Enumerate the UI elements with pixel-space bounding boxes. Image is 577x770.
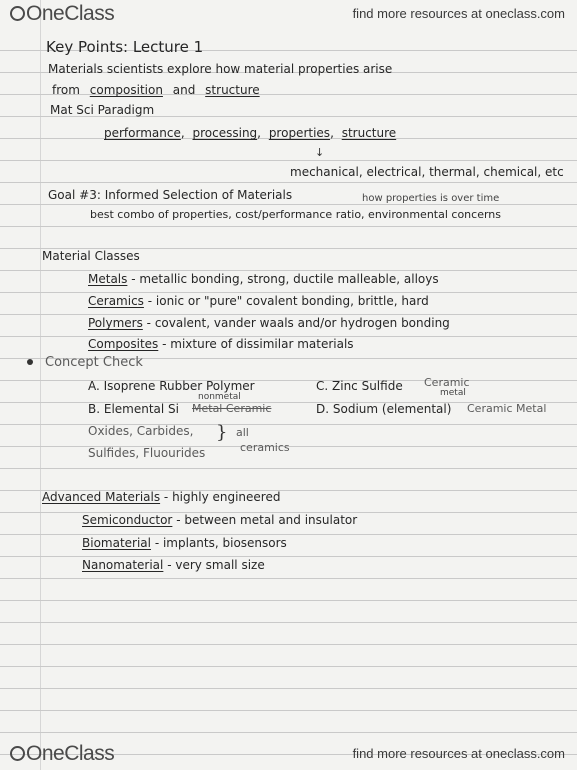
adv-name: Semiconductor [82, 513, 173, 527]
down-arrow-icon: ↓ [315, 146, 325, 159]
notes-title: Key Points: Lecture 1 [46, 38, 204, 56]
ruled-line [0, 270, 577, 271]
paradigm-row: performance, processing, properties, structure [104, 126, 397, 140]
paradigm-processing: processing [192, 126, 258, 140]
ruled-line [0, 226, 577, 227]
ceramics-note: ceramics [240, 441, 290, 454]
ruled-line [0, 710, 577, 711]
advanced-name: Advanced Materials [42, 490, 161, 504]
adv-semiconductor [82, 513, 357, 527]
ruled-line [0, 732, 577, 733]
note-composition: composition [89, 83, 163, 97]
adv-nanomaterial [82, 558, 265, 572]
class-desc: - ionic or "pure" covalent bonding, brittle, hard [147, 294, 429, 308]
cc-d: D. Sodium (elemental) [316, 402, 452, 416]
ruled-line [0, 644, 577, 645]
ruled-line [0, 666, 577, 667]
class-name: Composites [88, 337, 159, 351]
goal-subline: best combo of properties, cost/performance ratio, environmental concerns [90, 208, 501, 221]
note-from: from [52, 83, 80, 97]
concept-check-title: Concept Check [45, 355, 143, 370]
logo-text: OneClass [26, 2, 115, 25]
paradigm-properties: properties [268, 126, 331, 140]
ruled-line [0, 424, 577, 425]
class-name: Metals [88, 272, 128, 286]
goal-side-note: how properties is over time [362, 193, 500, 204]
ruled-line [0, 204, 577, 205]
cc-d-answer: Ceramic Metal [467, 402, 547, 415]
class-name: Ceramics [88, 294, 144, 308]
cc-c-answer: Ceramic [424, 376, 470, 389]
ruled-line [0, 292, 577, 293]
ruled-line [0, 600, 577, 601]
ruled-line [0, 556, 577, 557]
note-and: and [172, 83, 196, 97]
cc-b-answer: Metal Ceramic [192, 402, 272, 415]
paradigm-performance: performance [104, 126, 181, 140]
class-name: Polymers [88, 316, 143, 330]
class-metals [88, 272, 439, 286]
class-desc: - metallic bonding, strong, ductile malleable, alloys [131, 272, 439, 286]
adv-desc: - between metal and insulator [176, 513, 358, 527]
adv-desc: - very small size [167, 558, 265, 572]
class-desc: - covalent, vander waals and/or hydrogen bonding [146, 316, 450, 330]
note-structure: structure [205, 83, 260, 97]
adv-biomaterial [82, 536, 287, 550]
class-ceramics [88, 294, 429, 308]
ruled-line [0, 534, 577, 535]
ruled-line [0, 578, 577, 579]
ruled-line [0, 688, 577, 689]
cc-b: B. Elemental Si [88, 402, 179, 416]
ruled-line [0, 622, 577, 623]
logo-o-icon [10, 6, 25, 21]
logo-text: OneClass [26, 742, 115, 765]
cc-b-note: nonmetal [198, 392, 241, 402]
logo-o-icon [10, 746, 25, 761]
bullet-dot-icon [27, 359, 33, 365]
class-desc: - mixture of dissimilar materials [162, 337, 354, 351]
ruled-line [0, 182, 577, 183]
ruled-line [0, 380, 577, 381]
paradigm-structure: structure [341, 126, 397, 140]
adv-name: Biomaterial [82, 536, 151, 550]
cc-a: A. Isoprene Rubber Polymer [88, 379, 255, 393]
find-resources-link[interactable]: find more resources at oneclass.com [352, 6, 565, 21]
note-line-3: Mat Sci Paradigm [50, 103, 155, 117]
material-classes-title: Material Classes [42, 249, 140, 263]
adv-desc: - implants, biosensors [154, 536, 287, 550]
class-polymers [88, 316, 450, 330]
oneclass-logo-footer[interactable] [10, 742, 114, 766]
page-header [0, 0, 577, 28]
oxides-note: Oxides, Carbides, [88, 424, 194, 438]
cc-c-note: metal [440, 388, 466, 398]
brace-icon: } [216, 422, 228, 443]
adv-name: Nanomaterial [82, 558, 164, 572]
cc-c: C. Zinc Sulfide [316, 379, 403, 393]
ruled-line [0, 160, 577, 161]
oneclass-logo[interactable] [10, 2, 114, 26]
all-note: all [236, 426, 249, 439]
note-line-1: Materials scientists explore how material properties arise [48, 62, 393, 76]
find-resources-link-footer[interactable]: find more resources at oneclass.com [352, 746, 565, 761]
page-footer [0, 740, 577, 768]
mechanical-note: mechanical, electrical, thermal, chemical, etc [290, 165, 564, 179]
sulfides-note: Sulfides, Fluourides [88, 446, 206, 460]
note-line-2 [52, 83, 260, 97]
advanced-desc: - highly engineered [163, 490, 281, 504]
class-composites [88, 337, 354, 351]
goal-line: Goal #3: Informed Selection of Materials [48, 188, 293, 202]
advanced-title [42, 490, 280, 504]
ruled-line [0, 468, 577, 469]
ruled-line [0, 314, 577, 315]
